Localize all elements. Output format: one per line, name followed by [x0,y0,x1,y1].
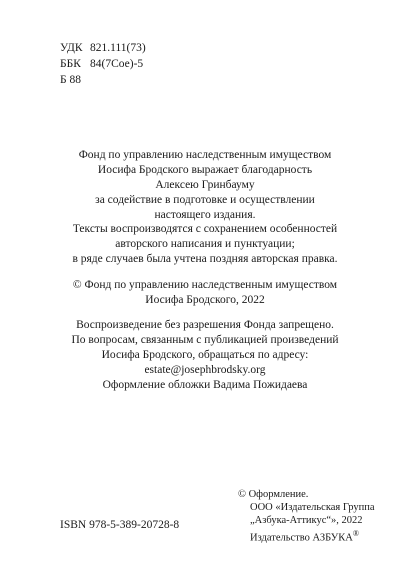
acknowledgement-line: настоящего издания. [154,209,256,221]
acknowledgement-line: Алексею Гринбауму [155,179,255,191]
foundation-copyright-block [0,278,410,308]
text-note-line: авторского написания и пунктуации; [115,238,295,250]
publisher-copyright-line [238,527,375,545]
reproduction-block [0,318,410,378]
reproduction-line: Иосифа Бродского, обращаться по адресу: [101,349,309,361]
bbk-value: 84(7Сое)-5 [90,58,144,70]
estate-email: estate@josephbrodsky.org [144,364,266,376]
classification-block [60,40,146,88]
author-code: Б 88 [60,74,81,86]
udk-row [60,40,146,56]
publisher-copyright-line: „Азбука-Аттикус“», 2022 [250,515,363,526]
reproduction-line: По вопросам, связанным с публикацией произведений [71,334,339,346]
acknowledgement-line: Иосифа Бродского выражает благодарность [97,164,313,176]
acknowledgement-line: Фонд по управлению наследственным имуществом [78,149,332,161]
text-note-line: в ряде случаев была учтена поздняя авторская правка. [72,253,338,265]
foundation-copyright-line: © Фонд по управлению наследственным имуществом [72,279,338,291]
reproduction-line: Воспроизведение без разрешения Фонда запрещено. [76,319,334,331]
author-code-row [60,72,146,88]
acknowledgement-line: за содействие в подготовке и осуществлении [95,194,315,206]
isbn: ISBN 978-5-389-20728-8 [60,519,180,531]
text-note-block [0,222,410,267]
cover-credit [0,378,410,393]
text-note-line: Тексты воспроизводятся с сохранением особенностей [72,223,338,235]
publisher-name: Издательство АЗБУКА [250,532,353,544]
udk-label: УДК [60,42,83,54]
publisher-copyright-block [238,488,375,545]
publisher-copyright-line: ООО «Издательская Группа [250,502,375,513]
udk-value: 821.111(73) [90,42,146,54]
bbk-label: ББК [60,58,81,70]
bbk-row [60,56,146,72]
publisher-copyright-line: © Оформление. [238,489,309,500]
foundation-copyright-line: Иосифа Бродского, 2022 [145,294,265,306]
registered-mark: ® [352,529,359,538]
acknowledgement-block [0,148,410,223]
cover-credit-text: Оформление обложки Вадима Пожидаева [102,379,308,391]
